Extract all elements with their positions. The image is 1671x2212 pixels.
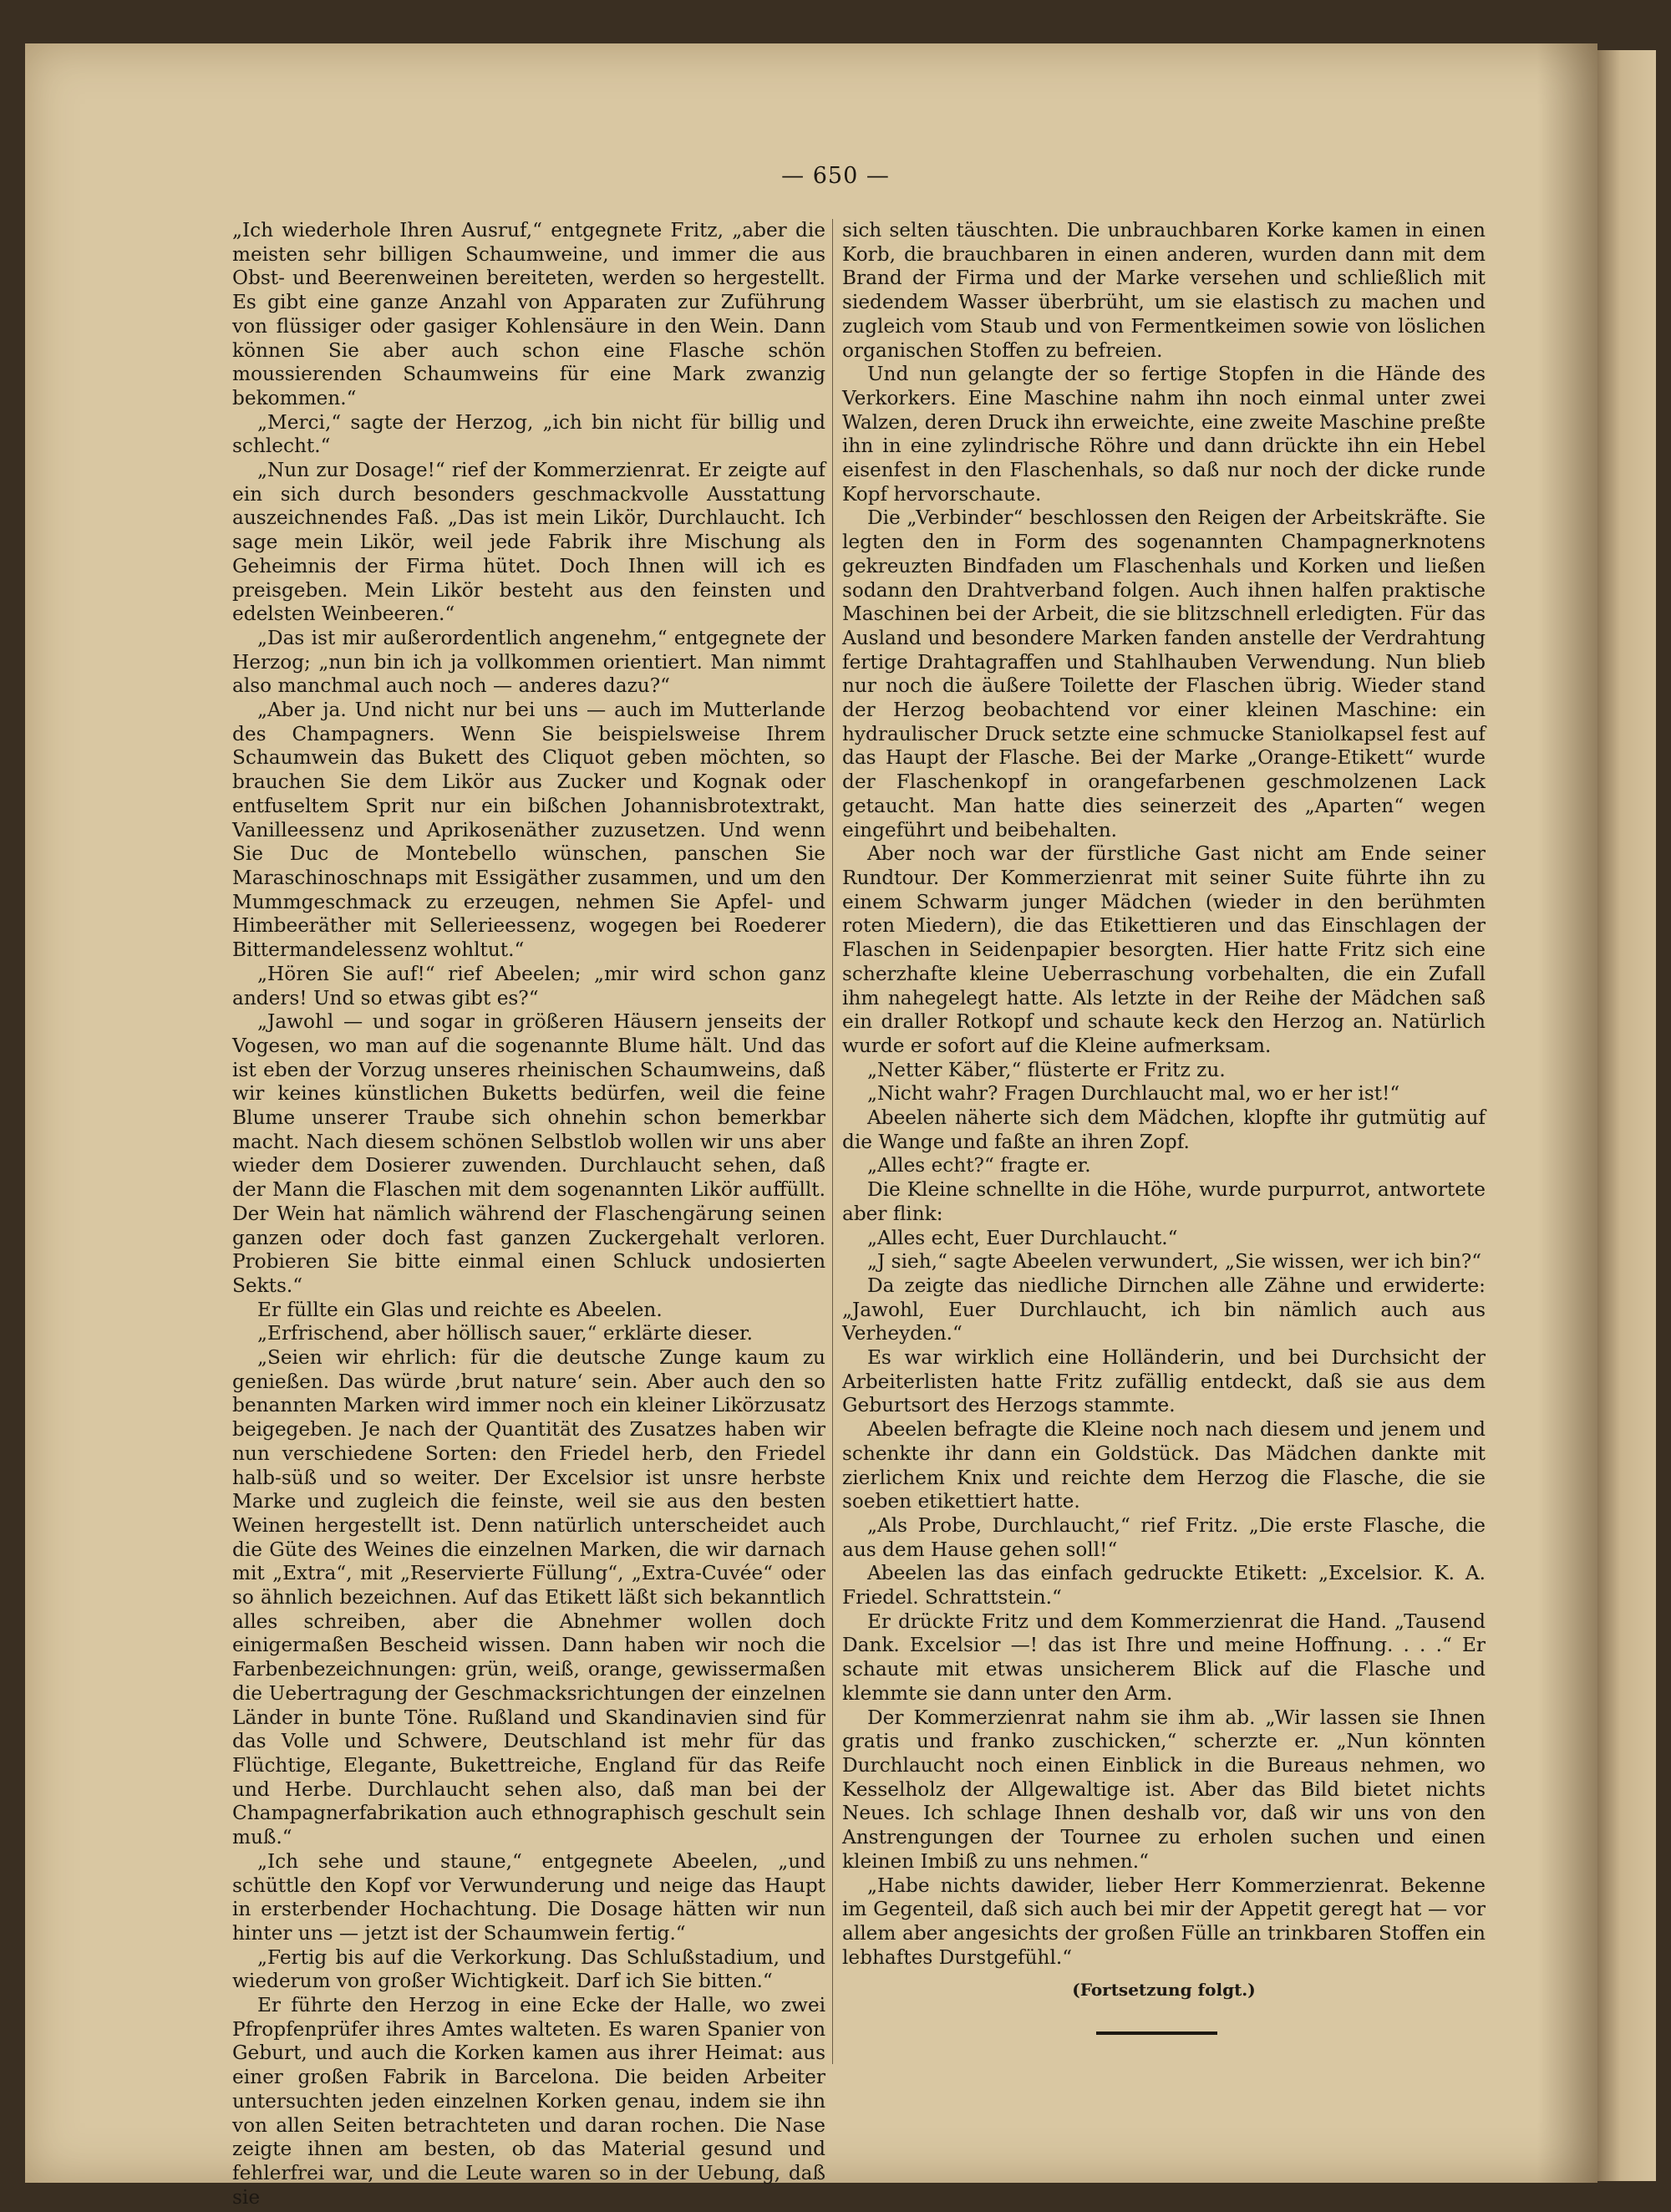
page-number: — 650 — xyxy=(781,163,890,189)
paragraph: Abeelen befragte die Kleine noch nach diesem und jenem und schenkte ihr dann ein Goldstück. Das Mädchen dankte mit zierlichem Knix und reichte dem Herzog die Flasche, die sie soeben etikettiert hatte. xyxy=(842,1418,1486,1513)
paragraph: „Hören Sie auf!“ rief Abeelen; „mir wird schon ganz anders! Und so etwas gibt es?“ xyxy=(232,962,825,1009)
paragraph: Abeelen las das einfach gedruckte Etikett: „Excelsior. K. A. Friedel. Schrattstein.“ xyxy=(842,1562,1486,1609)
paragraph: Er führte den Herzog in eine Ecke der Halle, wo zwei Pfropfenprüfer ihres Amtes walteten. Es waren Spanier von Geburt, und auch die Korken kamen aus ihrer Heimat: aus einer großen Fabrik in Barcelona. Die beiden Arbeiter untersuchten jeden einzelnen Korken genau, indem sie ihn von allen Seiten betrachteten und daran rochen. Die Nase zeigte ihnen am besten, ob das Material gesund und fehlerfrei war, und die Leute waren so in der Uebung, daß sie xyxy=(232,1994,825,2209)
paragraph: „Aber ja. Und nicht nur bei uns — auch im Mutterlande des Champagners. Wenn Sie beispielsweise Ihrem Schaumwein das Bukett des Cliquot geben möchten, so brauchen Sie dem Likör aus Zucker und Kognak oder entfuseltem Sprit nur ein bißchen Johannisbrotextrakt, Vanilleessenz und Aprikosenäther zuzusetzen. Und wenn Sie Duc de Montebello wünschen, panschen Sie Maraschinoschnaps mit Essigäther zusammen, und um den Mummgeschmack zu erzeugen, nehmen Sie Apfel- und Himbeeräther mit Sellerieessenz, wogegen bei Roederer Bittermandelessenz wohltut.“ xyxy=(232,699,825,962)
paragraph: Er drückte Fritz und dem Kommerzienrat die Hand. „Tausend Dank. Excelsior —! das ist Ihre und meine Hoffnung. . . .“ Er schaute mit etwas unsicherem Blick auf die Flasche und klemmte sie dann unter den Arm. xyxy=(842,1609,1486,1705)
paragraph: „Fertig bis auf die Verkorkung. Das Schlußstadium, und wiederum von großer Wichtigkeit. Darf ich Sie bitten.“ xyxy=(232,1945,825,1993)
left-column xyxy=(232,219,825,2209)
paragraph: „Habe nichts dawider, lieber Herr Kommerzienrat. Bekenne im Gegenteil, daß sich auch bei mir der Appetit geregt hat — vor allem aber angesichts der großen Fülle an trinkbaren Stoffen ein lebhaftes Durstgefühl.“ xyxy=(842,1874,1486,1969)
next-page-edge xyxy=(1597,50,1656,2181)
paragraph: „Alles echt?“ fragte er. xyxy=(867,1154,1091,1177)
paragraph: Und nun gelangte der so fertige Stopfen in die Hände des Verkorkers. Eine Maschine nahm ihn noch einmal unter zwei Walzen, deren Druck ihn erweichte, eine zweite Maschine preßte ihn in eine zylindrische Röhre und dann drückte ihn ein Hebel eisenfest in den Flaschenhals, so daß nur noch der dicke runde Kopf hervorschaute. xyxy=(842,363,1486,506)
continuation-note: (Fortsetzung folgt.) xyxy=(1072,1980,1256,2001)
paragraph: „Nun zur Dosage!“ rief der Kommerzienrat. Er zeigte auf ein sich durch besonders geschmackvolle Ausstattung auszeichnendes Faß. „Das ist mein Likör, Durchlaucht. Ich sage mein Likör, weil jede Fabrik ihre Mischung als Geheimnis der Firma hütet. Doch Ihnen will ich es preisgeben. Mein Likör besteht aus den feinsten und edelsten Weinbeeren.“ xyxy=(232,459,825,626)
right-column xyxy=(842,219,1486,2002)
gutter-shadow xyxy=(1537,43,1597,2183)
paragraph: „Seien wir ehrlich: für die deutsche Zunge kaum zu genießen. Das würde ‚brut nature‘ sein. Aber auch den so benannten Marken wird immer noch ein kleiner Likörzusatz beigegeben. Je nach der Quantität des Zusatzes haben wir nun verschiedene Sorten: den Friedel herb, den Friedel halb-süß und so weiter. Der Excelsior ist unsre herbste Marke und zugleich die feinste, weil sie aus den besten Weinen hergestellt ist. Denn natürlich unterscheidet auch die Güte des Weines die einzelnen Marken, die wir darnach mit „Extra“, mit „Reservierte Füllung“, „Extra-Cuvée“ oder so ähnlich bezeichnen. Auf das Etikett läßt sich bekanntlich alles schreiben, aber die Abnehmer wollen doch einigermaßen Bescheid wissen. Dann haben wir noch die Farbenbezeichnungen: grün, weiß, orange, gewissermaßen die Uebertragung der Geschmacksrichtungen der einzelnen Länder in bunte Töne. Rußland und Skandinavien sind für das Volle und Schwere, Deutschland ist mehr für das Flüchtige, Elegante, Bukettreiche, England für das Reife und Herbe. Durchlaucht sehen also, daß man bei der Champagnerfabrikation auch ethnographisch geschult sein muß.“ xyxy=(232,1346,825,1849)
paragraph: „Ich sehe und staune,“ entgegnete Abeelen, „und schüttle den Kopf vor Verwunderung und neige das Haupt in ersterbender Hochachtung. Die Dosage hätten wir nun hinter uns — jetzt ist der Schaumwein fertig.“ xyxy=(232,1849,825,1945)
paragraph: „Nicht wahr? Fragen Durchlaucht mal, wo er her ist!“ xyxy=(867,1082,1400,1106)
paragraph: „Ich wiederhole Ihren Ausruf,“ entgegnete Fritz, „aber die meisten sehr billigen Schaumweine, und immer die aus Obst- und Beerenweinen bereiteten, werden so hergestellt. Es gibt eine ganze Anzahl von Apparaten zur Zuführung von flüssiger oder gasiger Kohlensäure in den Wein. Dann können Sie aber auch schon eine Flasche schön moussierenden Schaumweins für eine Mark zwanzig bekommen.“ xyxy=(232,219,825,409)
end-rule xyxy=(1096,2031,1217,2035)
paragraph: „Das ist mir außerordentlich angenehm,“ entgegnete der Herzog; „nun bin ich ja vollkommen orientiert. Man nimmt also manchmal auch noch — anderes dazu?“ xyxy=(232,626,825,698)
paragraph: Die Kleine schnellte in die Höhe, wurde purpurrot, antwortete aber flink: xyxy=(842,1178,1486,1225)
paragraph: sich selten täuschten. Die unbrauchbaren Korke kamen in einen Korb, die brauchbaren in einen anderen, wurden dann mit dem Brand der Firma und der Marke versehen und schließlich mit siedendem Wasser überbrüht, um sie elastisch zu machen und zugleich vom Staub und von Fermentkeimen sowie von löslichen organischen Stoffen zu befreien. xyxy=(842,219,1486,362)
paragraph: Die „Verbinder“ beschlossen den Reigen der Arbeitskräfte. Sie legten den in Form des sogenannten Champagnerknotens gekreuzten Bindfaden um Flaschenhals und Korken und ließen sodann den Drahtverband folgen. Auch ihnen halfen praktische Maschinen bei der Arbeit, die sie blitzschnell erledigten. Für das Ausland und besondere Marken fanden anstelle der Verdrahtung fertige Drahtagraffen und Stahlhauben Verwendung. Nun blieb nur noch die äußere Toilette der Flaschen übrig. Wieder stand der Herzog beobachtend vor einer kleinen Maschine: ein hydraulischer Druck setzte eine schmucke Staniolkapsel fest auf das Haupt der Flasche. Bei der Marke „Orange-Etikett“ wurde der Flaschenkopf in orangefarbenen geschmolzenen Lack getaucht. Man hatte dies seinerzeit des „Aparten“ wegen eingeführt und beibehalten. xyxy=(842,506,1486,842)
paragraph: Er füllte ein Glas und reichte es Abeelen. xyxy=(257,1298,663,1321)
paragraph: „Netter Käber,“ flüsterte er Fritz zu. xyxy=(867,1058,1226,1081)
paragraph: „Jawohl — und sogar in größeren Häusern jenseits der Vogesen, wo man auf die sogenannte Blume hält. Und das ist eben der Vorzug unseres rheinischen Schaumweins, daß wir keines künstlichen Buketts bedürfen, weil die feine Blume unserer Traube sich ohnehin schon bemerkbar macht. Nach diesem schönen Selbstlob wollen wir uns aber wieder dem Dosierer zuwenden. Durchlaucht sehen, daß der Mann die Flaschen mit dem sogenannten Likör auffüllt. Der Wein hat nämlich während der Flaschengärung seinen ganzen oder doch fast ganzen Zuckergehalt verloren. Probieren Sie bitte einmal einen Schluck undosierten Sekts.“ xyxy=(232,1010,825,1297)
paragraph: „Merci,“ sagte der Herzog, „ich bin nicht für billig und schlecht.“ xyxy=(232,410,825,458)
paragraph: Abeelen näherte sich dem Mädchen, klopfte ihr gutmütig auf die Wange und faßte an ihren Zopf. xyxy=(842,1106,1486,1153)
column-divider xyxy=(832,219,833,2064)
paragraph: Aber noch war der fürstliche Gast nicht am Ende seiner Rundtour. Der Kommerzienrat mit seiner Suite führte ihn zu einem Schwarm junger Mädchen (wieder in den berühmten roten Miedern), die das Etikettieren und das Einschlagen der Flaschen in Seidenpapier besorgten. Hier hatte Fritz sich eine scherzhafte kleine Ueberraschung vorbehalten, die ein Zufall ihm nahegelegt hatte. Als letzte in der Reihe der Mädchen saß ein draller Rotkopf und schaute keck den Herzog an. Natürlich wurde er sofort auf die Kleine aufmerksam. xyxy=(842,842,1486,1057)
paragraph: „Alles echt, Euer Durchlaucht.“ xyxy=(867,1226,1178,1249)
paragraph: Es war wirklich eine Holländerin, und bei Durchsicht der Arbeiterlisten hatte Fritz zufällig entdeckt, daß sie aus dem Geburtsort des Herzogs stammte. xyxy=(842,1346,1486,1417)
paragraph: „Als Probe, Durchlaucht,“ rief Fritz. „Die erste Flasche, die aus dem Hause gehen soll!“ xyxy=(842,1513,1486,1561)
paragraph: „J sieh,“ sagte Abeelen verwundert, „Sie wissen, wer ich bin?“ xyxy=(867,1250,1482,1274)
paragraph: Der Kommerzienrat nahm sie ihm ab. „Wir lassen sie Ihnen gratis und franko zuschicken,“ scherzte er. „Nun könnten Durchlaucht noch einen Einblick in die Bureaus nehmen, wo Kesselholz der Allgewaltige ist. Aber das Bild bietet nichts Neues. Ich schlage Ihnen deshalb vor, daß wir uns von den Anstrengungen der Tournee zu erholen suchen und einen kleinen Imbiß zu uns nehmen.“ xyxy=(842,1706,1486,1873)
paragraph: „Erfrischend, aber höllisch sauer,“ erklärte dieser. xyxy=(257,1322,753,1345)
paragraph: Da zeigte das niedliche Dirnchen alle Zähne und erwiderte: „Jawohl, Euer Durchlaucht, ich bin nämlich auch aus Verheyden.“ xyxy=(842,1274,1486,1345)
